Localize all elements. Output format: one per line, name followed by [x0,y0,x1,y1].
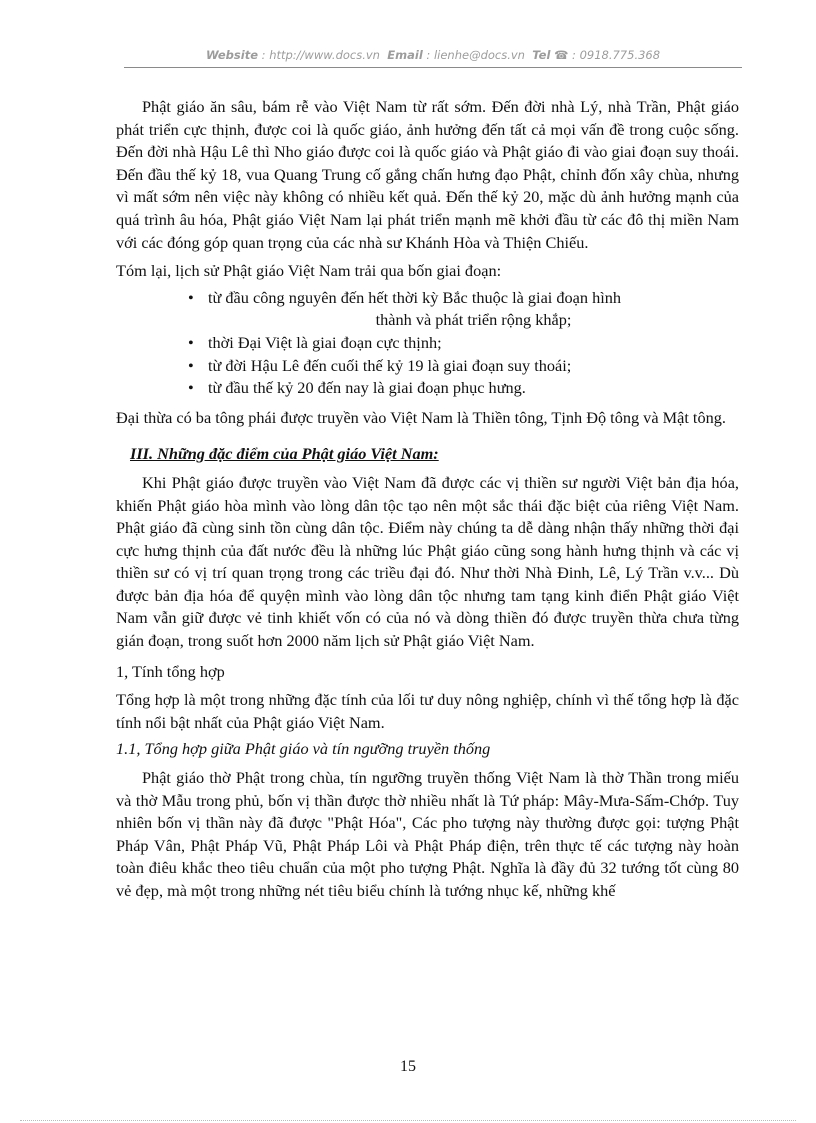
website-label: Website [205,48,259,62]
subsection-heading: 1, Tính tổng hợp [116,661,225,681]
list-item: • thời Đại Việt là giai đoạn cực thịnh; [116,332,739,355]
subsubsection-heading: 1.1, Tổng hợp giữa Phật giáo và tín ngưỡng truyền thống [116,739,491,759]
page-number: 15 [400,1058,416,1075]
footer-divider [20,1120,796,1121]
period-list [116,287,739,400]
section-heading: III. Những đặc điểm của Phật giáo Việt Nam: [130,444,439,464]
list-item: • từ đầu thế kỷ 20 đến nay là giai đoạn phục hưng. [116,377,739,400]
paragraph-summary-intro: Tóm lại, lịch sử Phật giáo Việt Nam trải qua bốn giai đoạn: [116,261,502,281]
document-body [116,96,739,903]
list-item-continuation: thành và phát triển rộng khắp; [375,310,572,330]
list-item: • từ đời Hậu Lê đến cuối thế kỷ 19 là giai đoạn suy thoái; [116,355,739,378]
email-label: Email [387,48,423,62]
list-item [116,287,739,332]
email-value: : lienhe@docs.vn [426,48,525,62]
paragraph-sects: Đại thừa có ba tông phái được truyền vào Việt Nam là Thiền tông, Tịnh Độ tông và Mật tông. [116,407,726,427]
page-header [124,48,742,68]
paragraph-beliefs: Phật giáo thờ Phật trong chùa, tín ngưỡng truyền thống Việt Nam là thờ Thần trong miếu và thờ Mẫu trong phủ, bốn vị thần được thờ nhiều nhất là Tứ pháp: Mây-Mưa-Sấm-Chớp. Tuy nhiên bốn vị thần này đã được "Phật Hóa", Các pho tượng này thường được gọi: tượng Phật Pháp Vân, Phật Pháp Vũ, Phật Pháp Lôi và Phật Pháp điện, trên thực tế các tượng này hoàn toàn điêu khắc theo tiêu chuẩn của một pho tượng Phật. Nghĩa là đầy đủ 32 tướng tốt cùng 80 vẻ đẹp, mà một trong những nét tiêu biểu chính là tướng nhục kế, những khế [116,768,739,900]
website-value: : http://www.docs.vn [261,48,380,62]
tel-value: ☎ : 0918.775.368 [554,48,661,62]
tel-label: Tel [532,48,551,62]
paragraph-characteristics: Khi Phật giáo được truyền vào Việt Nam đã được các vị thiền sư người Việt bản địa hóa, khiến Phật giáo hòa mình vào lòng dân tộc tạo nên một sắc thái đặc biệt của riêng Việt Nam. Phật giáo đã cùng sinh tồn cùng dân tộc. Điểm này chúng ta dễ dàng nhận thấy những thời đại cực hưng thịnh của đất nước đều là những lúc Phật giáo cũng song hành hưng thịnh và các vị thiền sư có vị trí quan trọng trong các triều đại đó. Như thời Nhà Đinh, Lê, Lý Trần v.v... Dù được bản địa hóa để quyện mình vào lòng dân tộc nhưng tam tạng kinh điển Phật giáo Việt Nam vẫn giữ được vẻ tinh khiết vốn có của nó và dòng thiền đó được truyền thừa chưa từng gián đoạn, trong suốt hơn 2000 năm lịch sử Phật giáo Việt Nam. [116,472,739,651]
paragraph-synthesis: Tổng hợp là một trong những đặc tính của lối tư duy nông nghiệp, chính vì thế tổng hợp là đặc tính nổi bật nhất của Phật giáo Việt Nam. [116,690,739,732]
list-item-text: từ đầu công nguyên đến hết thời kỳ Bắc thuộc là giai đoạn hình [208,287,622,307]
paragraph-history: Phật giáo ăn sâu, bám rễ vào Việt Nam từ rất sớm. Đến đời nhà Lý, nhà Trần, Phật giáo phát triển cực thịnh, được coi là quốc giáo, ảnh hưởng đến tất cả mọi vấn đề trong cuộc sống. Đến đời nhà Hậu Lê thì Nho giáo được coi là quốc giáo và Phật giáo đi vào giai đoạn suy thoái. Đến đầu thế kỷ 18, vua Quang Trung cố gắng chấn hưng đạo Phật, chỉnh đốn xây chùa, nhưng vì mất sớm nên việc này không có nhiều kết quả. Đến thế kỷ 20, mặc dù ảnh hưởng mạnh của quá trình âu hóa, Phật giáo Việt Nam lại phát triển mạnh mẽ khởi đầu từ các đô thị miền Nam với các đóng góp quan trọng của các nhà sư Khánh Hòa và Thiện Chiếu. [116,97,739,252]
